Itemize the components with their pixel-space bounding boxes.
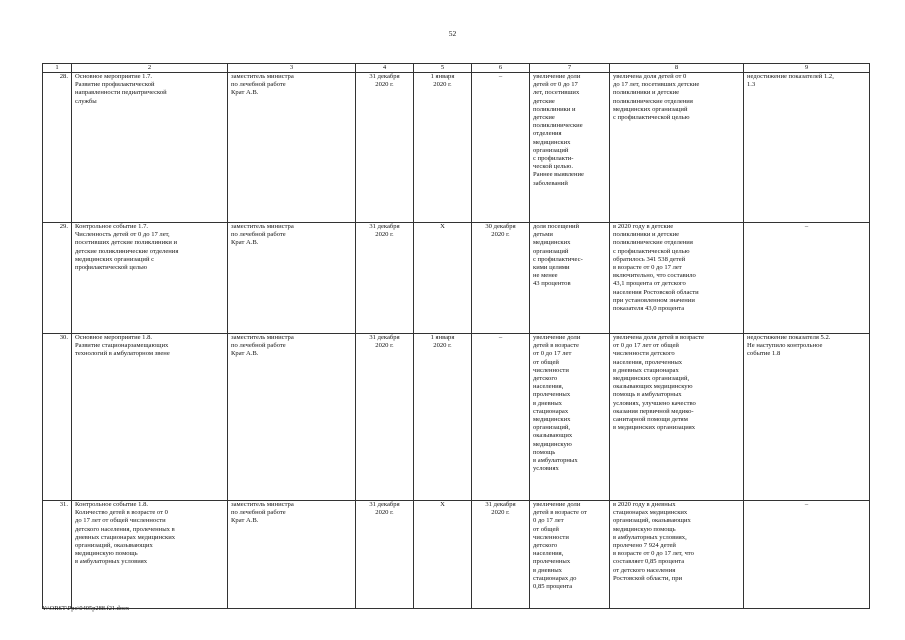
expected-result: увеличение доли детей в возрасте от 0 до 17 лет от общей численности детского населения, пролеченных в дневных стационарах до 0,85 процента bbox=[530, 501, 610, 609]
column-number-row bbox=[43, 64, 870, 73]
actual-result: увеличена доля детей в возрасте от 0 до 17 лет от общей численности детского населения, пролеченных в дневных стационарах медицинских организаций, оказывающих медицинскую помощь в амбулаторных условиях, улучшено качество оказания первичной медико- санитарной помощи детям в медицинских организациях bbox=[610, 334, 744, 501]
row-number: 30. bbox=[43, 334, 72, 501]
column-number: 8 bbox=[610, 64, 744, 73]
responsible-person: заместитель министра по лечебной работе Крат А.В. bbox=[228, 334, 356, 501]
activity-name: Контрольное событие 1.7. Численность детей от 0 до 17 лет, посетивших детские поликлиники и детские поликлинические отделения медицинских организаций с профилактической целью bbox=[72, 223, 228, 334]
column-number: 9 bbox=[744, 64, 870, 73]
start-date: 1 января 2020 г. bbox=[414, 334, 472, 501]
page-number: 52 bbox=[448, 29, 457, 38]
activity-name: Основное мероприятие 1.8. Развитие стационарзамещающих технологий в амбулаторном звене bbox=[72, 334, 228, 501]
activity-name: Контрольное событие 1.8. Количество детей в возрасте от 0 до 17 лет от общей численности детского населения, пролеченных в дневных стационарах медицинских организаций, оказывающих медицинскую помощь в амбулаторных условиях bbox=[72, 501, 228, 609]
notes: недостижение показателя 5.2. Не наступило контрольное событие 1.8 bbox=[744, 334, 870, 501]
file-path-footer: Y:\ORST\Ppo\0405p288.f21.docx bbox=[42, 605, 130, 612]
planned-date: 31 декабря 2020 г. bbox=[356, 73, 414, 223]
table-row bbox=[43, 501, 870, 609]
end-date: – bbox=[472, 73, 530, 223]
start-date: Х bbox=[414, 501, 472, 609]
expected-result: доля посещений детьми медицинских организаций с профилактичес- кими целями не менее 43 процентов bbox=[530, 223, 610, 334]
notes: – bbox=[744, 223, 870, 334]
column-number: 2 bbox=[72, 64, 228, 73]
responsible-person: заместитель министра по лечебной работе Крат А.В. bbox=[228, 501, 356, 609]
row-number: 31. bbox=[43, 501, 72, 609]
actual-result: увеличена доля детей от 0 до 17 лет, посетивших детские поликлиники и детские поликлинические отделения медицинских организаций с профилактической целью bbox=[610, 73, 744, 223]
column-number: 5 bbox=[414, 64, 472, 73]
notes: – bbox=[744, 501, 870, 609]
start-date: Х bbox=[414, 223, 472, 334]
column-number: 6 bbox=[472, 64, 530, 73]
expected-result: увеличение доли детей в возрасте от 0 до 17 лет от общей численности детского населения, пролеченных в дневных стационарах медицинских организаций, оказывающих медицинскую помощь в амбулаторных условиях bbox=[530, 334, 610, 501]
activity-name: Основное мероприятие 1.7. Развитие профилактической направленности педиатрической службы bbox=[72, 73, 228, 223]
expected-result: увеличение доли детей от 0 до 17 лет, посетивших детские поликлиники и детские поликлинические отделения медицинских организаций с профилакти- ческой целью. Раннее выявление заболеваний bbox=[530, 73, 610, 223]
table-row bbox=[43, 334, 870, 501]
report-table bbox=[42, 63, 870, 609]
start-date: 1 января 2020 г. bbox=[414, 73, 472, 223]
notes: недостижение показателей 1.2, 1.3 bbox=[744, 73, 870, 223]
actual-result: в 2020 году в дневных стационарах медицинских организаций, оказывающих медицинскую помощь в амбулаторных условиях, пролечено 7 924 детей в возрасте от 0 до 17 лет, что составляет 0,85 процента от детского населения Ростовской области, при bbox=[610, 501, 744, 609]
planned-date: 31 декабря 2020 г. bbox=[356, 334, 414, 501]
end-date: 30 декабря 2020 г. bbox=[472, 223, 530, 334]
responsible-person: заместитель министра по лечебной работе Крат А.В. bbox=[228, 223, 356, 334]
column-number: 3 bbox=[228, 64, 356, 73]
table-row bbox=[43, 223, 870, 334]
actual-result: в 2020 году в детские поликлиники и детские поликлинические отделения с профилактической целью обратилось 341 538 детей в возрасте от 0 до 17 лет включительно, что составило 43,1 процента от детского населения Ростовской области при установленном значении показателя 43,0 процента bbox=[610, 223, 744, 334]
end-date: – bbox=[472, 334, 530, 501]
table-row bbox=[43, 73, 870, 223]
row-number: 28. bbox=[43, 73, 72, 223]
end-date: 31 декабря 2020 г. bbox=[472, 501, 530, 609]
row-number: 29. bbox=[43, 223, 72, 334]
column-number: 7 bbox=[530, 64, 610, 73]
planned-date: 31 декабря 2020 г. bbox=[356, 501, 414, 609]
column-number: 1 bbox=[43, 64, 72, 73]
responsible-person: заместитель министра по лечебной работе Крат А.В. bbox=[228, 73, 356, 223]
column-number: 4 bbox=[356, 64, 414, 73]
planned-date: 31 декабря 2020 г. bbox=[356, 223, 414, 334]
